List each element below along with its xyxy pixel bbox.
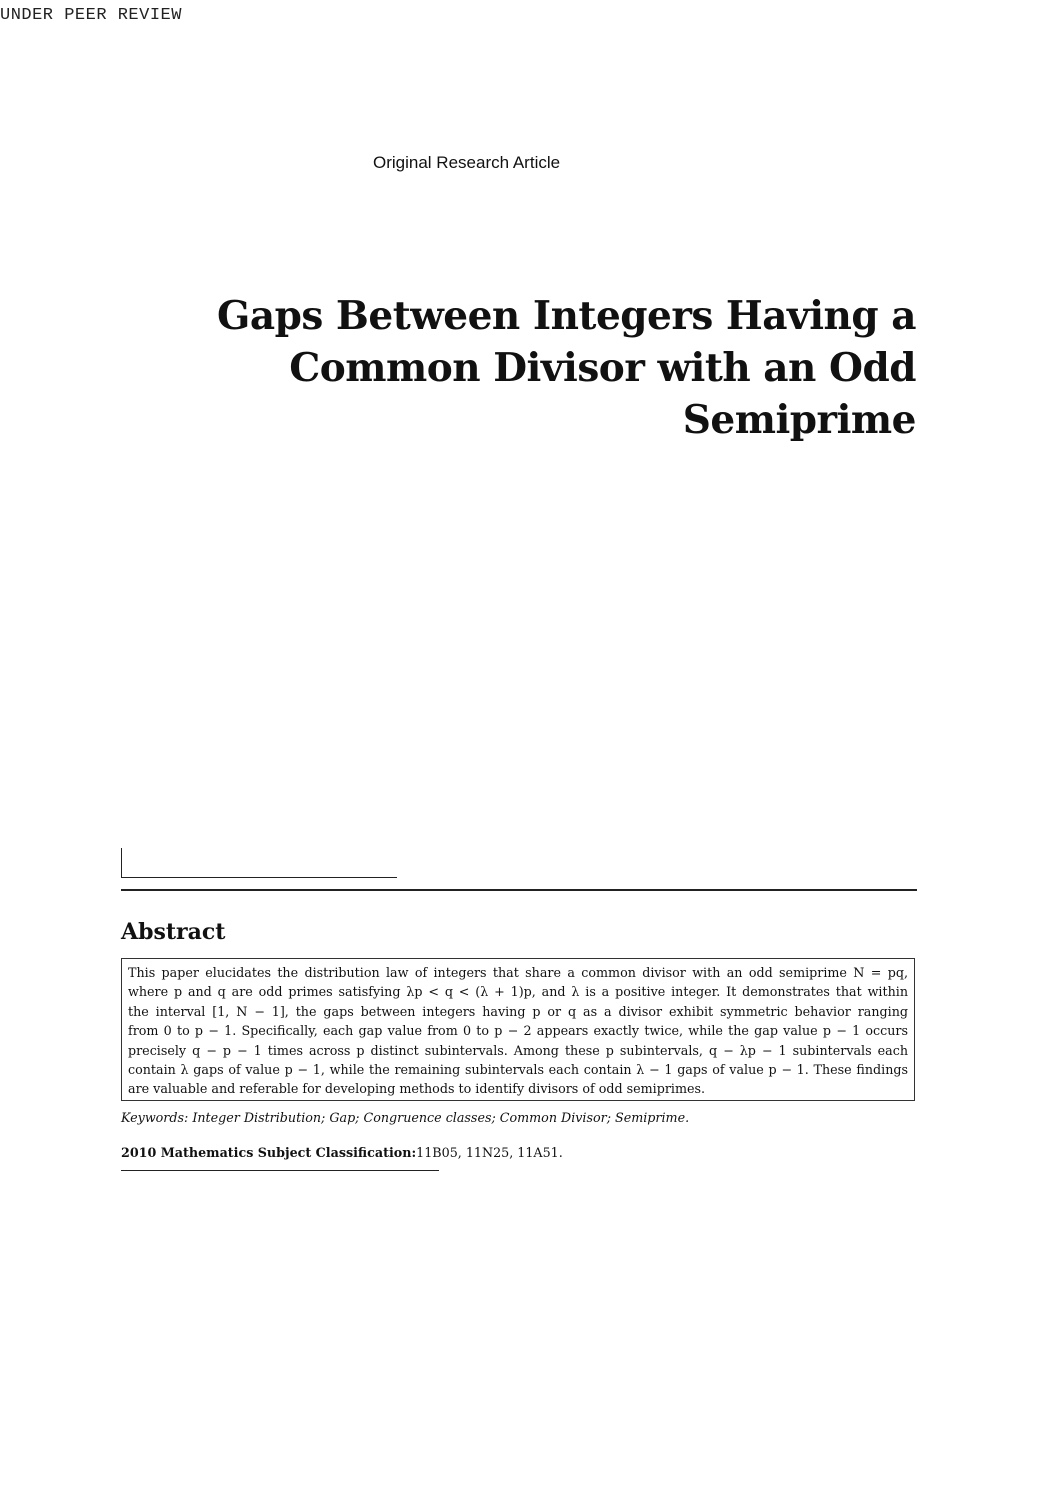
article-type-label: Original Research Article xyxy=(373,153,561,172)
section-divider xyxy=(121,889,917,891)
abstract-line: where p and q are odd primes satisfying λp < q < (λ + 1)p, and λ is a positive integer. It demonstrates that within xyxy=(128,984,908,1000)
footnote-rule xyxy=(121,1170,439,1171)
title-line: Semiprime xyxy=(682,397,916,443)
corner-mark xyxy=(121,848,397,878)
msc-codes: 11B05, 11N25, 11A51. xyxy=(416,1145,563,1160)
abstract-line: precisely q − p − 1 times across p distinct subintervals. Among these p subintervals, q − λp − 1 subintervals each xyxy=(128,1042,908,1058)
abstract-line: This paper elucidates the distribution law of integers that share a common divisor with an odd semiprime N = pq, xyxy=(128,965,908,980)
abstract-line: the interval [1, N − 1], the gaps between integers having p or q as a divisor exhibit symmetric behavior ranging xyxy=(128,1003,908,1019)
abstract-box xyxy=(121,958,915,1101)
abstract-line: are valuable and referable for developing methods to identify divisors of odd semiprimes. xyxy=(128,1081,706,1097)
keywords: Keywords: Integer Distribution; Gap; Congruence classes; Common Divisor; Semiprime. xyxy=(121,1110,690,1125)
msc-label: 2010 Mathematics Subject Classification: xyxy=(121,1145,417,1160)
paper-title xyxy=(156,290,916,446)
abstract-heading: Abstract xyxy=(121,919,226,945)
watermark: UNDER PEER REVIEW xyxy=(0,6,182,25)
title-line: Common Divisor with an Odd xyxy=(289,345,916,391)
abstract-line: contain λ gaps of value p − 1, while the remaining subintervals each contain λ − 1 gaps of value p − 1. These findings xyxy=(128,1062,908,1078)
msc-classification xyxy=(121,1145,563,1160)
abstract-line: from 0 to p − 1. Specifically, each gap value from 0 to p − 2 appears exactly twice, while the gap value p − 1 occurs xyxy=(128,1023,908,1039)
title-line: Gaps Between Integers Having a xyxy=(217,293,916,339)
